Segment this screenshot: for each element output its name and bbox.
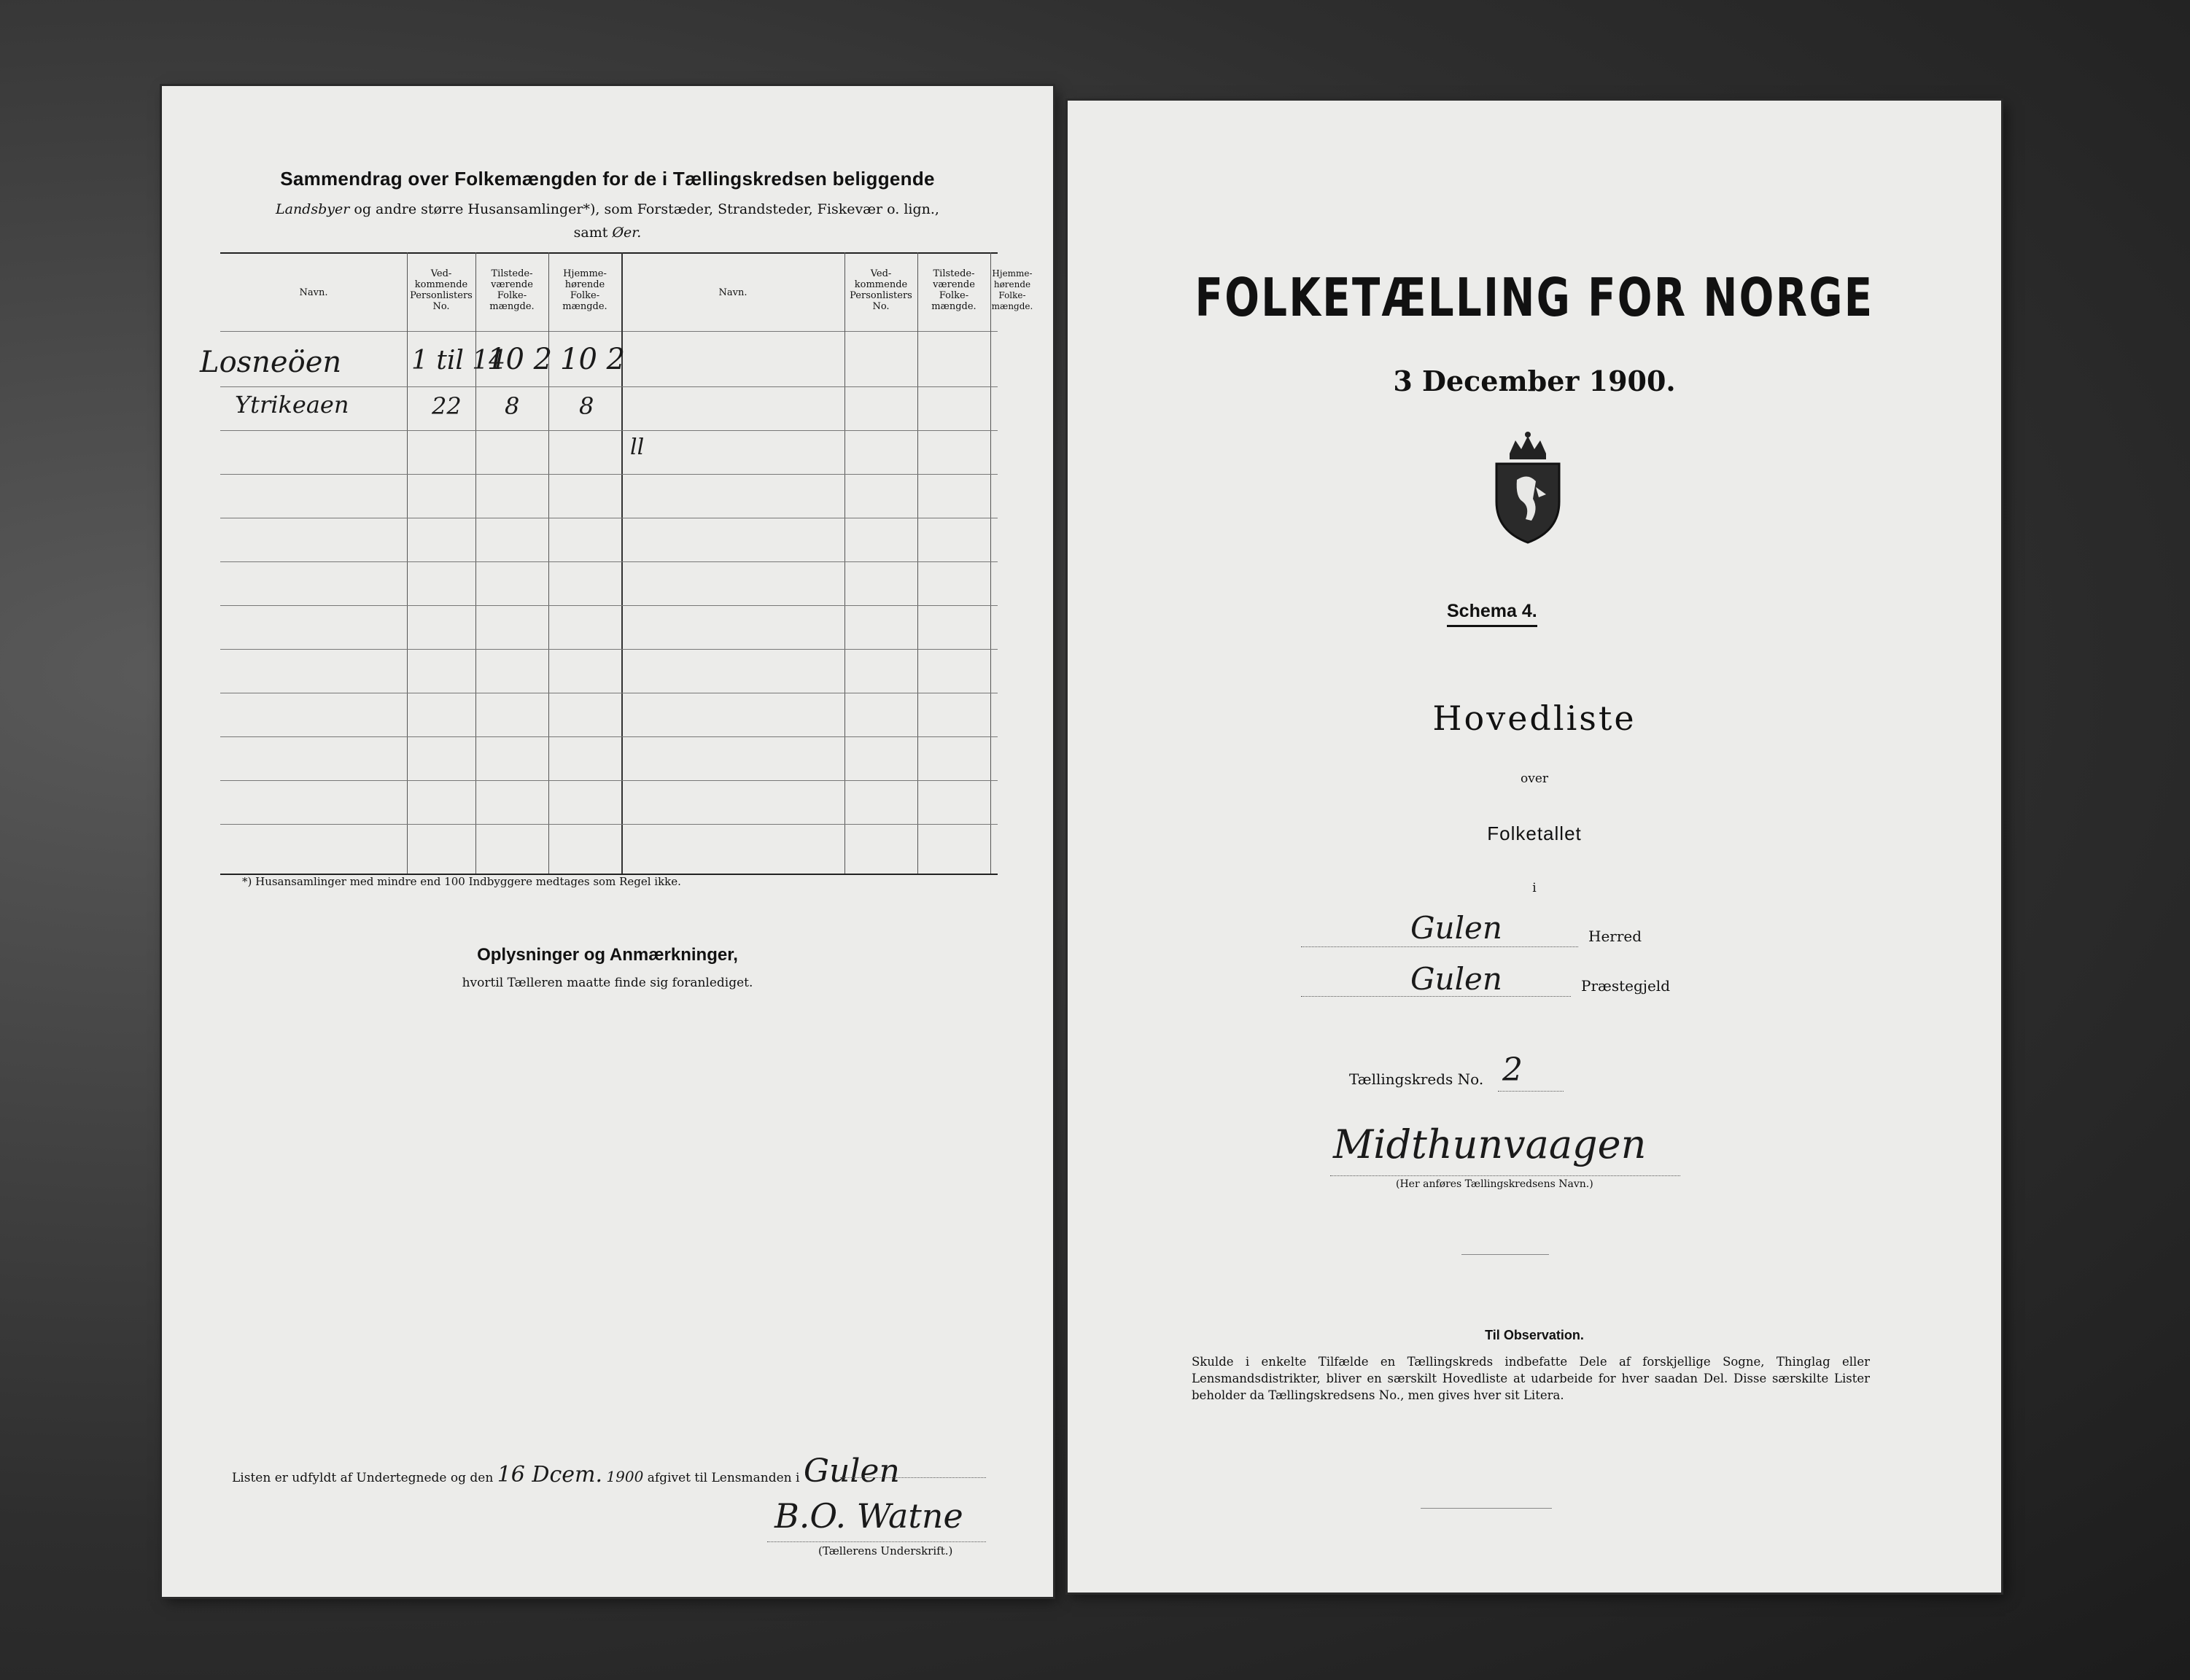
kreds-name-caption: (Her anføres Tællingskredsens Navn.) [1396, 1178, 1593, 1190]
short-rule [1461, 1254, 1549, 1255]
row-line [220, 430, 998, 431]
row-line [220, 605, 998, 606]
row-line [220, 386, 998, 387]
census-date: 3 December 1900. [1393, 365, 1676, 397]
col-header-vedkommende-2: Ved- kommende Personlisters No. [850, 268, 912, 312]
herred-dotline [1301, 946, 1578, 947]
summary-subtitle-italic: Landsbyer [276, 201, 350, 217]
observation-title: Til Observation. [1485, 1328, 1584, 1342]
row-1-list-no: 1 til 14 [411, 346, 506, 376]
summary-subtitle [162, 201, 1053, 217]
kreds-number: 2 [1502, 1051, 1523, 1089]
left-page [162, 86, 1053, 1597]
summary-title: Sammendrag over Folkemængden for de i Tællingskredsen beliggende [280, 168, 935, 190]
remarks-title: Oplysninger og Anmærkninger, [477, 945, 738, 965]
remarks-subtitle: hvortil Tælleren maatte finde sig foranlediget. [462, 976, 753, 990]
place-dotline [840, 1477, 986, 1478]
row-1-name: Losneöen [200, 346, 342, 379]
prestegjeld-label: Præstegjeld [1581, 977, 1670, 995]
row-2-present: 8 [505, 392, 520, 420]
kreds-name-dotline [1330, 1175, 1680, 1176]
summary-subtitle-line2-prefix: samt [573, 225, 608, 241]
col-header-vedkommende: Ved- kommende Personlisters No. [410, 268, 473, 312]
row-line [220, 736, 998, 737]
completion-text-2: afgivet til Lensmanden i [647, 1471, 800, 1485]
row-2-resident: 8 [579, 392, 594, 420]
col-header-tilstedevaerende-2: Tilstede- værende Folke- mængde. [931, 268, 976, 312]
completion-statement [232, 1452, 900, 1490]
col-header-navn-2: Navn. [718, 287, 748, 298]
completion-year: 1900 [606, 1468, 644, 1485]
completion-place: Gulen [803, 1452, 900, 1490]
row-2-name: Ytrikeaen [235, 391, 349, 419]
row-line [220, 474, 998, 475]
census-title: FOLKETÆLLING FOR NORGE [1195, 267, 1874, 328]
population-label: Folketallet [1487, 822, 1582, 844]
signature-caption: (Tællerens Underskrift.) [818, 1544, 953, 1558]
kreds-name: Midthunvaagen [1333, 1121, 1647, 1167]
col-header-hjemmehorende: Hjemme- hørende Folke- mængde. [562, 268, 607, 312]
prestegjeld-value: Gulen [1410, 961, 1502, 997]
row-1-present: 10 2 [487, 343, 553, 376]
summary-subtitle-line2-italic: Øer. [612, 225, 642, 241]
table-header-rule [220, 331, 998, 332]
enumerator-signature: B.O. Watne [774, 1496, 963, 1536]
footnote: *) Husansamlinger med mindre end 100 Indbyggere medtages som Regel ikke. [242, 875, 681, 888]
signature-dotline [767, 1541, 986, 1542]
over-label: over [1520, 771, 1549, 786]
herred-value: Gulen [1410, 910, 1502, 946]
col-header-navn: Navn. [299, 287, 328, 298]
coat-of-arms-icon [1488, 429, 1568, 545]
kreds-dotline [1498, 1091, 1564, 1092]
in-label: i [1532, 881, 1537, 895]
observation-body: Skulde i enkelte Tilfælde en Tællingskreds indbefatte Dele af forskjellige Sogne, Thinglag eller Lensmandsdistrikter, bliver en særskilt Hovedliste at udarbeide for hver saadan Del. Disse særskilte Lister beholder da Tællingskredsens No., men gives hver sit Litera. [1192, 1355, 1870, 1402]
row-line [220, 824, 998, 825]
row-line [220, 780, 998, 781]
row-line [220, 649, 998, 650]
schema-label: Schema 4. [1447, 601, 1537, 627]
main-list-title: Hovedliste [1432, 699, 1636, 738]
completion-text-1: Listen er udfyldt af Undertegnede og den [232, 1471, 494, 1485]
row-1-resident: 10 2 [560, 343, 626, 376]
kreds-label: Tællingskreds No. [1349, 1070, 1484, 1088]
closing-rule [1421, 1508, 1552, 1509]
summary-subtitle-line2 [162, 225, 1053, 241]
row-line [220, 561, 998, 562]
right-page [1068, 101, 2001, 1592]
summary-subtitle-rest: og andre større Husansamlinger*), som Forstæder, Strandsteder, Fiskevær o. lign., [354, 201, 939, 217]
table-top-rule [220, 252, 998, 254]
completion-date: 16 Dcem. [497, 1462, 603, 1488]
row-2-list-no: 22 [432, 392, 462, 420]
herred-label: Herred [1588, 928, 1642, 945]
col-header-tilstedevaerende: Tilstede- værende Folke- mængde. [489, 268, 535, 312]
col-header-hjemmehorende-2: Hjemme- hørende Folke- mængde. [991, 268, 1033, 311]
stray-mark: ll [630, 435, 645, 460]
